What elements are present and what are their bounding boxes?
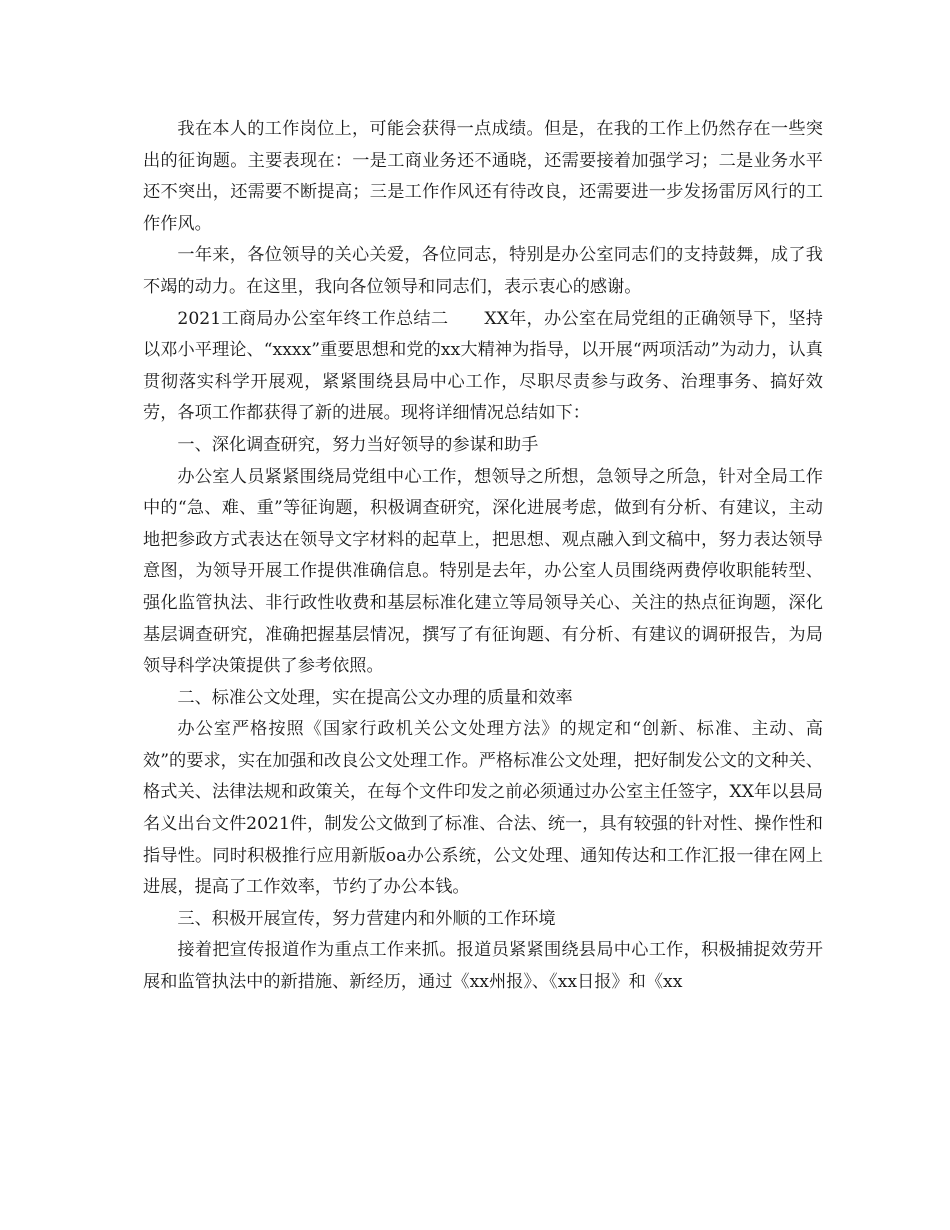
summary-two-title: 2021工商局办公室年终工作总结二 [177, 308, 449, 329]
document-body [143, 114, 823, 999]
section-body-research: 办公室人员紧紧围绕局党组中心工作，想领导之所想，急领导之所急，针对全局工作中的“急、难、重”等征询题，积极调查研究，深化进展考虑，做到有分析、有建议，主动地把参政方式表达在领导文字材料的起草上，把思想、观点融入到文稿中，努力表达领导意图，为领导开展工作提供准确信息。特别是去年，办公室人员围绕两费停收职能转型、强化监管执法、非行政性收费和基层标准化建立等局领导关心、关注的热点征询题，深化基层调查研究，准确把握基层情况，撰写了有征询题、有分析、有建议的调研报告，为局领导科学决策提供了参考依照。 [143, 466, 823, 677]
paragraph-thanks: 一年来，各位领导的关心关爱，各位同志，特别是办公室同志们的支持鼓舞，成了我不竭的动力。在这里，我向各位领导和同志们，表示衷心的感谢。 [143, 245, 823, 297]
section-body-documents: 办公室严格按照《国家行政机关公文处理方法》的规定和“创新、标准、主动、高效”的要求，实在加强和改良公文处理工作。严格标准公文处理，把好制发公文的文种关、格式关、法律法规和政策关，在每个文件印发之前必须通过办公室主任签字，XX年以县局名义出台文件2021件，制发公文做到了标准、合法、统一，具有较强的针对性、操作性和指导性。同时积极推行应用新版oa办公系统，公文处理、通知传达和工作汇报一律在网上进展，提高了工作效率，节约了办公本钱。 [143, 719, 823, 898]
section-body-publicity: 接着把宣传报道作为重点工作来抓。报道员紧紧围绕县局中心工作，积极捕捉效劳开展和监管执法中的新措施、新经历，通过《xx州报》、《xx日报》和《xx [143, 940, 823, 993]
section-heading-documents: 二、标准公文处理，实在提高公文办理的质量和效率 [177, 687, 573, 708]
paragraph-summary-two [143, 304, 823, 430]
summary-two-intro: XX年，办公室在局党组的正确领导下，坚持以邓小平理论、“xxxx”重要思想和党的xx大精神为指导，以开展“两项活动”为动力，认真贯彻落实科学开展观，紧紧围绕县局中心工作，尽职尽责参与政务、治理事务、搞好效劳，各项工作都获得了新的进展。现将详细情况总结如下： [143, 308, 823, 424]
section-heading-publicity: 三、积极开展宣传，努力营建内和外顺的工作环境 [177, 908, 556, 929]
paragraph-shortcomings: 我在本人的工作岗位上，可能会获得一点成绩。但是，在我的工作上仍然存在一些突出的征询题。主要表现在：一是工商业务还不通晓，还需要接着加强学习；二是业务水平还不突出，还需要不断提高；三是工作作风还有待改良，还需要进一步发扬雷厉风行的工作作风。 [143, 119, 823, 234]
section-heading-research: 一、深化调查研究，努力当好领导的参谋和助手 [177, 434, 539, 455]
